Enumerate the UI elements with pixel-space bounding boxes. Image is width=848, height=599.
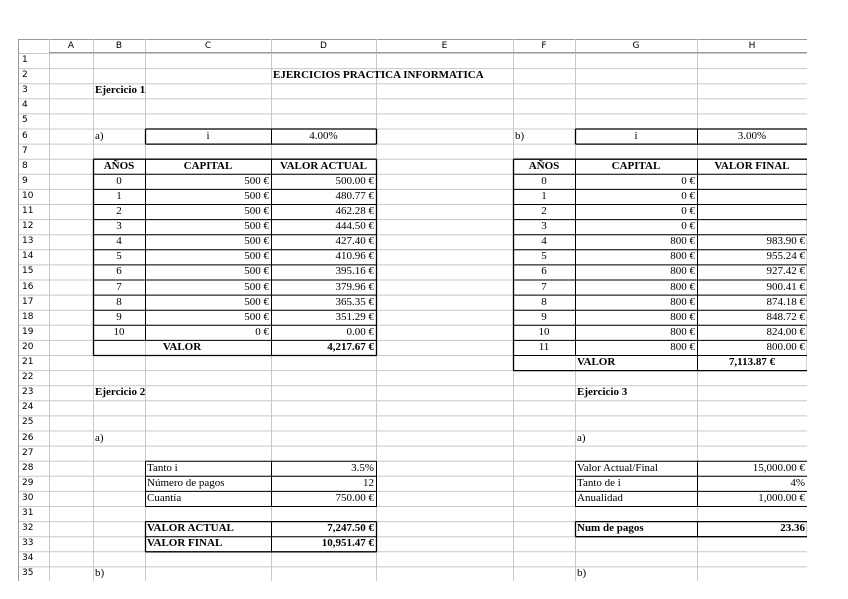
ej1-a-cell: 0.00 €	[346, 325, 374, 338]
ej2-result-value: 10,951.47 €	[321, 537, 374, 550]
ej3-b-label: b)	[577, 567, 587, 580]
ej1-b-i-value: 3.00%	[737, 129, 767, 142]
ej1-b-cell	[697, 204, 807, 219]
ej1-a-cell: 427.40 €	[335, 235, 374, 248]
row-header[interactable]: 26	[22, 432, 34, 443]
ej1-a-cell: 379.96 €	[335, 280, 374, 293]
ej1-a-header: AÑOS	[103, 159, 135, 172]
ej1-b-cell: 848.72 €	[766, 310, 805, 323]
ej1-b-cell: 800 €	[670, 295, 695, 308]
row-header[interactable]: 14	[22, 251, 34, 262]
ej1-b-cell: 800 €	[670, 310, 695, 323]
ej2-b-label: b)	[95, 567, 105, 580]
ej1-a-cell: 10	[113, 325, 125, 338]
row-header[interactable]: 24	[22, 402, 34, 413]
ej3-result-value: 23.36	[780, 522, 805, 535]
ej1-b-cell	[697, 219, 807, 234]
ej3-a-label: a)	[577, 431, 586, 444]
ej1-a-cell: 500 €	[244, 250, 269, 263]
column-header-h[interactable]: H	[697, 39, 807, 53]
ej1-b-cell: 800 €	[670, 265, 695, 278]
row-header[interactable]: 1	[22, 55, 28, 65]
ej3-param-label: Tanto de i	[577, 476, 621, 489]
column-header-e[interactable]: E	[376, 39, 513, 53]
ej2-a-label: a)	[95, 431, 104, 444]
ej1-b-cell: 0	[541, 174, 547, 187]
ej1-a-cell: 500.00 €	[335, 174, 374, 187]
row-header[interactable]: 5	[22, 115, 28, 126]
ej3-param-value: 4%	[790, 476, 805, 489]
ej1-b-cell	[697, 189, 807, 204]
ej1-a-cell: 500 €	[244, 189, 269, 202]
ej1-a-total-label: VALOR	[162, 340, 202, 353]
row-header[interactable]: 35	[22, 568, 34, 579]
ej1-b-total-label: VALOR	[577, 356, 616, 368]
row-header[interactable]: 10	[22, 190, 34, 201]
ej1-a-cell: 395.16 €	[335, 265, 374, 278]
ej1-b-cell: 6	[541, 265, 547, 278]
ej1-a-cell: 1	[116, 189, 122, 202]
row-header[interactable]: 15	[22, 266, 34, 277]
row-header[interactable]: 2	[22, 70, 28, 81]
ej1-a-cell: 500 €	[244, 310, 269, 323]
ej1-b-cell: 800 €	[670, 235, 695, 248]
ej1-a-cell: 0 €	[255, 325, 269, 338]
ej1-b-cell: 983.90 €	[766, 235, 805, 248]
ej1-b-cell: 0 €	[681, 220, 695, 233]
ej1-a-cell: 500 €	[244, 174, 269, 187]
row-header[interactable]: 33	[22, 538, 34, 549]
row-header[interactable]: 4	[22, 100, 28, 111]
ej1-a-cell: 8	[116, 295, 122, 308]
ej1-b-header: CAPITAL	[611, 159, 661, 172]
ej2-param-label: Tanto i	[147, 461, 178, 474]
ej1-b-cell: 0 €	[681, 205, 695, 217]
ej2-param-value: 12	[363, 476, 374, 489]
sheet-title: EJERCICIOS PRACTICA INFORMATICA	[273, 69, 484, 82]
ej3-param-value: 1,000.00 €	[758, 491, 805, 504]
ej1-a-cell: 480.77 €	[335, 189, 374, 202]
row-header[interactable]: 16	[22, 281, 34, 292]
ej2-param-label: Número de pagos	[147, 476, 225, 489]
ej1-b-cell: 824.00 €	[766, 325, 805, 338]
row-header[interactable]: 23	[22, 387, 34, 398]
ej2-param-label: Cuantía	[147, 491, 182, 504]
column-header-c[interactable]: C	[145, 39, 271, 53]
row-header[interactable]: 17	[22, 296, 34, 307]
ej1-b-cell: 5	[541, 250, 547, 263]
ej1-a-cell: 444.50 €	[335, 220, 374, 233]
ej1-a-i-value: 4.00%	[309, 129, 338, 142]
row-header[interactable]: 9	[22, 175, 28, 186]
ej1-b-cell: 9	[541, 310, 547, 323]
ej1-a-cell: 500 €	[244, 220, 269, 233]
ej1-b-cell: 0 €	[681, 189, 695, 202]
ej1-b-cell: 1	[541, 189, 547, 202]
ej1-a-header: CAPITAL	[183, 159, 233, 172]
ej1-b-header: AÑOS	[528, 159, 560, 172]
ej1-b-cell: 11	[538, 340, 550, 353]
ej2-result-label: VALOR FINAL	[147, 537, 223, 550]
row-header[interactable]: 32	[22, 523, 34, 534]
ej1-b-cell: 874.18 €	[766, 295, 805, 308]
row-header[interactable]: 12	[22, 221, 34, 232]
ej1-a-label: a)	[95, 129, 104, 142]
ej1-a-cell: 500 €	[244, 235, 269, 248]
row-header[interactable]: 8	[22, 160, 28, 171]
row-header[interactable]: 27	[22, 447, 34, 458]
ej1-b-cell: 2	[541, 205, 547, 217]
ej1-b-cell	[697, 174, 807, 189]
ej1-a-cell: 462.28 €	[335, 205, 374, 217]
row-header[interactable]: 18	[22, 311, 34, 322]
column-header-g[interactable]: G	[575, 39, 697, 53]
spreadsheet-grid[interactable]	[18, 39, 807, 581]
row-header[interactable]: 11	[22, 206, 34, 216]
ej1-a-cell: 500 €	[244, 205, 269, 217]
ej1-b-cell: 800 €	[670, 250, 695, 263]
ej1-a-cell: 6	[116, 265, 122, 278]
row-header[interactable]: 25	[22, 417, 34, 428]
ej1-a-cell: 9	[116, 310, 122, 323]
row-header[interactable]: 34	[22, 553, 34, 564]
ej1-a-cell: 5	[116, 250, 122, 263]
ej1-a-total-value: 4,217.67 €	[327, 340, 374, 353]
ej1-b-header: VALOR FINAL	[714, 159, 790, 172]
ej1-a-cell: 351.29 €	[335, 310, 374, 323]
row-header[interactable]: 21	[22, 357, 34, 367]
row-header[interactable]: 28	[22, 462, 34, 473]
row-header[interactable]: 22	[22, 372, 34, 383]
row-header[interactable]: 19	[22, 326, 34, 337]
row-header[interactable]: 30	[22, 492, 34, 503]
ej2-param-value: 750.00 €	[335, 491, 374, 504]
ej1-a-cell: 410.96 €	[335, 250, 374, 263]
ej1-a-cell: 3	[116, 220, 122, 233]
ej1-b-cell: 900.41 €	[766, 280, 805, 293]
ej1-b-cell: 10	[538, 325, 550, 338]
ej1-a-cell: 500 €	[244, 295, 269, 308]
ej1-b-cell: 800 €	[670, 280, 695, 293]
ej1-b-cell: 800.00 €	[766, 340, 805, 353]
ej1-a-cell: 500 €	[244, 280, 269, 293]
ej1-a-cell: 365.35 €	[335, 295, 374, 308]
ej1-a-i-label: i	[206, 129, 210, 142]
ej3-param-label: Valor Actual/Final	[577, 461, 658, 474]
ej1-a-cell: 7	[116, 280, 122, 293]
column-header-b[interactable]: B	[93, 39, 145, 53]
row-header[interactable]: 13	[22, 236, 34, 247]
ej1-a-header: VALOR ACTUAL	[280, 159, 367, 172]
row-header[interactable]: 31	[22, 508, 34, 518]
ej1-b-label: b)	[515, 129, 525, 142]
ej1-a-cell: 2	[116, 205, 122, 217]
ej1-b-cell: 8	[541, 295, 547, 308]
ej1-heading: Ejercicio 1	[95, 84, 146, 97]
ej1-a-cell: 0	[116, 174, 122, 187]
row-header[interactable]: 20	[22, 341, 34, 352]
ej2-param-value: 3.5%	[351, 461, 374, 474]
ej1-b-i-label: i	[634, 129, 638, 142]
ej1-b-cell: 0 €	[681, 174, 695, 187]
column-header-f[interactable]: F	[513, 39, 575, 53]
row-header[interactable]: 3	[22, 85, 28, 96]
ej1-b-cell: 7	[541, 280, 547, 293]
ej2-result-value: 7,247.50 €	[327, 522, 374, 535]
row-header[interactable]: 29	[22, 477, 34, 488]
ej1-b-cell: 927.42 €	[766, 265, 805, 278]
row-header[interactable]: 7	[22, 145, 28, 156]
ej3-heading: Ejercicio 3	[577, 386, 628, 399]
ej1-a-cell: 4	[116, 235, 122, 248]
ej1-a-cell: 500 €	[244, 265, 269, 278]
ej2-result-label: VALOR ACTUAL	[147, 522, 234, 535]
ej3-param-label: Anualidad	[577, 491, 623, 504]
column-header-a[interactable]: A	[49, 39, 93, 53]
ej1-b-cell: 955.24 €	[766, 250, 805, 263]
ej1-b-cell: 800 €	[670, 325, 695, 338]
row-header[interactable]: 6	[22, 130, 28, 141]
ej1-b-cell: 3	[541, 220, 547, 233]
ej1-b-cell: 800 €	[670, 340, 695, 353]
ej3-result-label: Num de pagos	[577, 522, 644, 535]
ej2-heading: Ejercicio 2	[95, 386, 146, 399]
column-header-d[interactable]: D	[271, 39, 376, 53]
ej1-b-total-value: 7,113.87 €	[728, 356, 776, 368]
ej1-b-cell: 4	[541, 235, 547, 248]
ej3-param-value: 15,000.00 €	[752, 461, 805, 474]
